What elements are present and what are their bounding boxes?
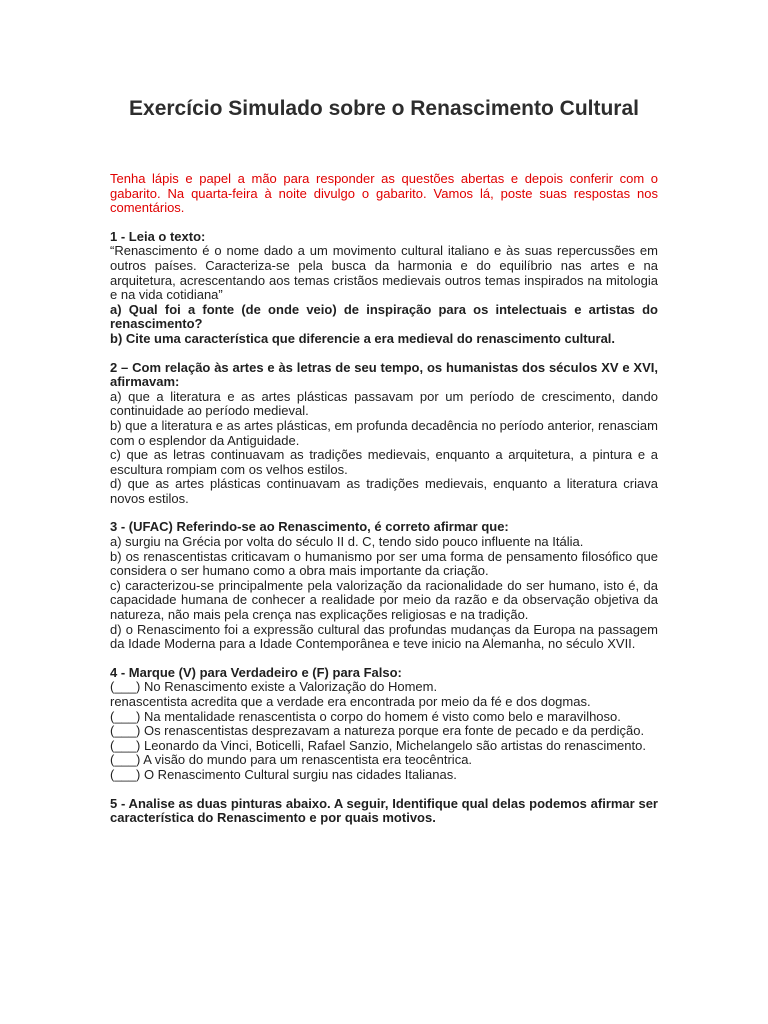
question-2-option-c: c) que as letras continuavam as tradições medievais, enquanto a arquitetura, a pintura e a escultura rompiam com os velhos estilos. xyxy=(110,447,658,477)
question-4-item: (___) No Renascimento existe a Valorização do Homem. xyxy=(110,679,438,695)
question-3-heading: 3 - (UFAC) Referindo-se ao Renascimento, é correto afirmar que: xyxy=(110,519,509,535)
intro-paragraph: Tenha lápis e papel a mão para responder as questões abertas e depois conferir com o gabarito. Na quarta-feira à noite divulgo o gabarito. Vamos lá, poste suas respostas nos comentários. xyxy=(110,171,658,216)
question-2-heading: 2 – Com relação às artes e às letras de seu tempo, os humanistas dos séculos XV e XVI, afirmavam: xyxy=(110,359,658,390)
question-4-item: (___) Na mentalidade renascentista o corpo do homem é visto como belo e maravilhoso. xyxy=(110,708,621,724)
question-5-heading: 5 - Analise as duas pinturas abaixo. A seguir, Identifique qual delas podemos afirmar ser característica do Renascimento e por quais motivos. xyxy=(110,795,658,826)
document-body xyxy=(110,172,658,826)
question-1-item-a: a) Qual foi a fonte (de onde veio) de inspiração para os intelectuais e artistas do renascimento? xyxy=(110,301,658,332)
question-3 xyxy=(110,520,658,651)
question-3-option-d: d) o Renascimento foi a expressão cultural das profundas mudanças da Europa na passagem da Idade Moderna para a Idade Contemporânea e teve inicio na Alemanha, no século XVII. xyxy=(110,621,658,652)
question-4-item: (___) Leonardo da Vinci, Boticelli, Rafael Sanzio, Michelangelo são artistas do renascimento. xyxy=(110,737,646,753)
question-3-option-a: a) surgiu na Grécia por volta do século II d. C, tendo sido pouco influente na Itália. xyxy=(110,534,584,550)
question-2-option-d: d) que as artes plásticas continuavam as tradições medievais, enquanto a literatura criava novos estilos. xyxy=(110,476,658,506)
page-title: Exercício Simulado sobre o Renascimento Cultural xyxy=(129,97,639,120)
question-4 xyxy=(110,666,658,783)
question-4-item: renascentista acredita que a verdade era encontrada por meio da fé e dos dogmas. xyxy=(110,694,591,709)
question-1-text: “Renascimento é o nome dado a um movimento cultural italiano e às suas repercussões em outros países. Caracteriza-se pela busca da harmonia e do equilíbrio nas artes e na arquitetura, acrescentando aos temas cristãos medievais outros temas inspirados na mitologia e na vida cotidiana” xyxy=(110,243,658,303)
question-3-option-c: c) caracterizou-se principalmente pela valorização da racionalidade do ser humano, isto é, da capacidade humana de conhecer a realidade por meio da razão e da observação objetiva da natureza, não mais pela crença nas explicações religiosas e na tradição. xyxy=(110,577,658,623)
question-2 xyxy=(110,361,658,507)
question-4-item: (___) O Renascimento Cultural surgiu nas cidades Italianas. xyxy=(110,766,457,782)
question-5 xyxy=(110,797,658,826)
question-4-item: (___) Os renascentistas desprezavam a natureza porque era fonte de pecado e da perdição. xyxy=(110,723,645,739)
question-4-item: (___) A visão do mundo para um renascentista era teocêntrica. xyxy=(110,752,473,768)
question-2-option-b: b) que a literatura e as artes plásticas, em profunda decadência no período anterior, renasciam com o esplendor da Antiguidade. xyxy=(110,417,658,448)
question-2-option-a: a) que a literatura e as artes plásticas passavam por um período de crescimento, dando continuidade ao período medieval. xyxy=(110,388,658,419)
question-1-heading: 1 - Leia o texto: xyxy=(110,228,206,244)
question-4-heading: 4 - Marque (V) para Verdadeiro e (F) para Falso: xyxy=(110,664,402,680)
question-1-item-b: b) Cite uma característica que diferencie a era medieval do renascimento cultural. xyxy=(110,330,616,346)
question-1 xyxy=(110,230,658,347)
question-3-option-b: b) os renascentistas criticavam o humanismo por ser uma forma de pensamento filosófico que considera o ser humano como a obra mais importante da criação. xyxy=(110,548,658,579)
